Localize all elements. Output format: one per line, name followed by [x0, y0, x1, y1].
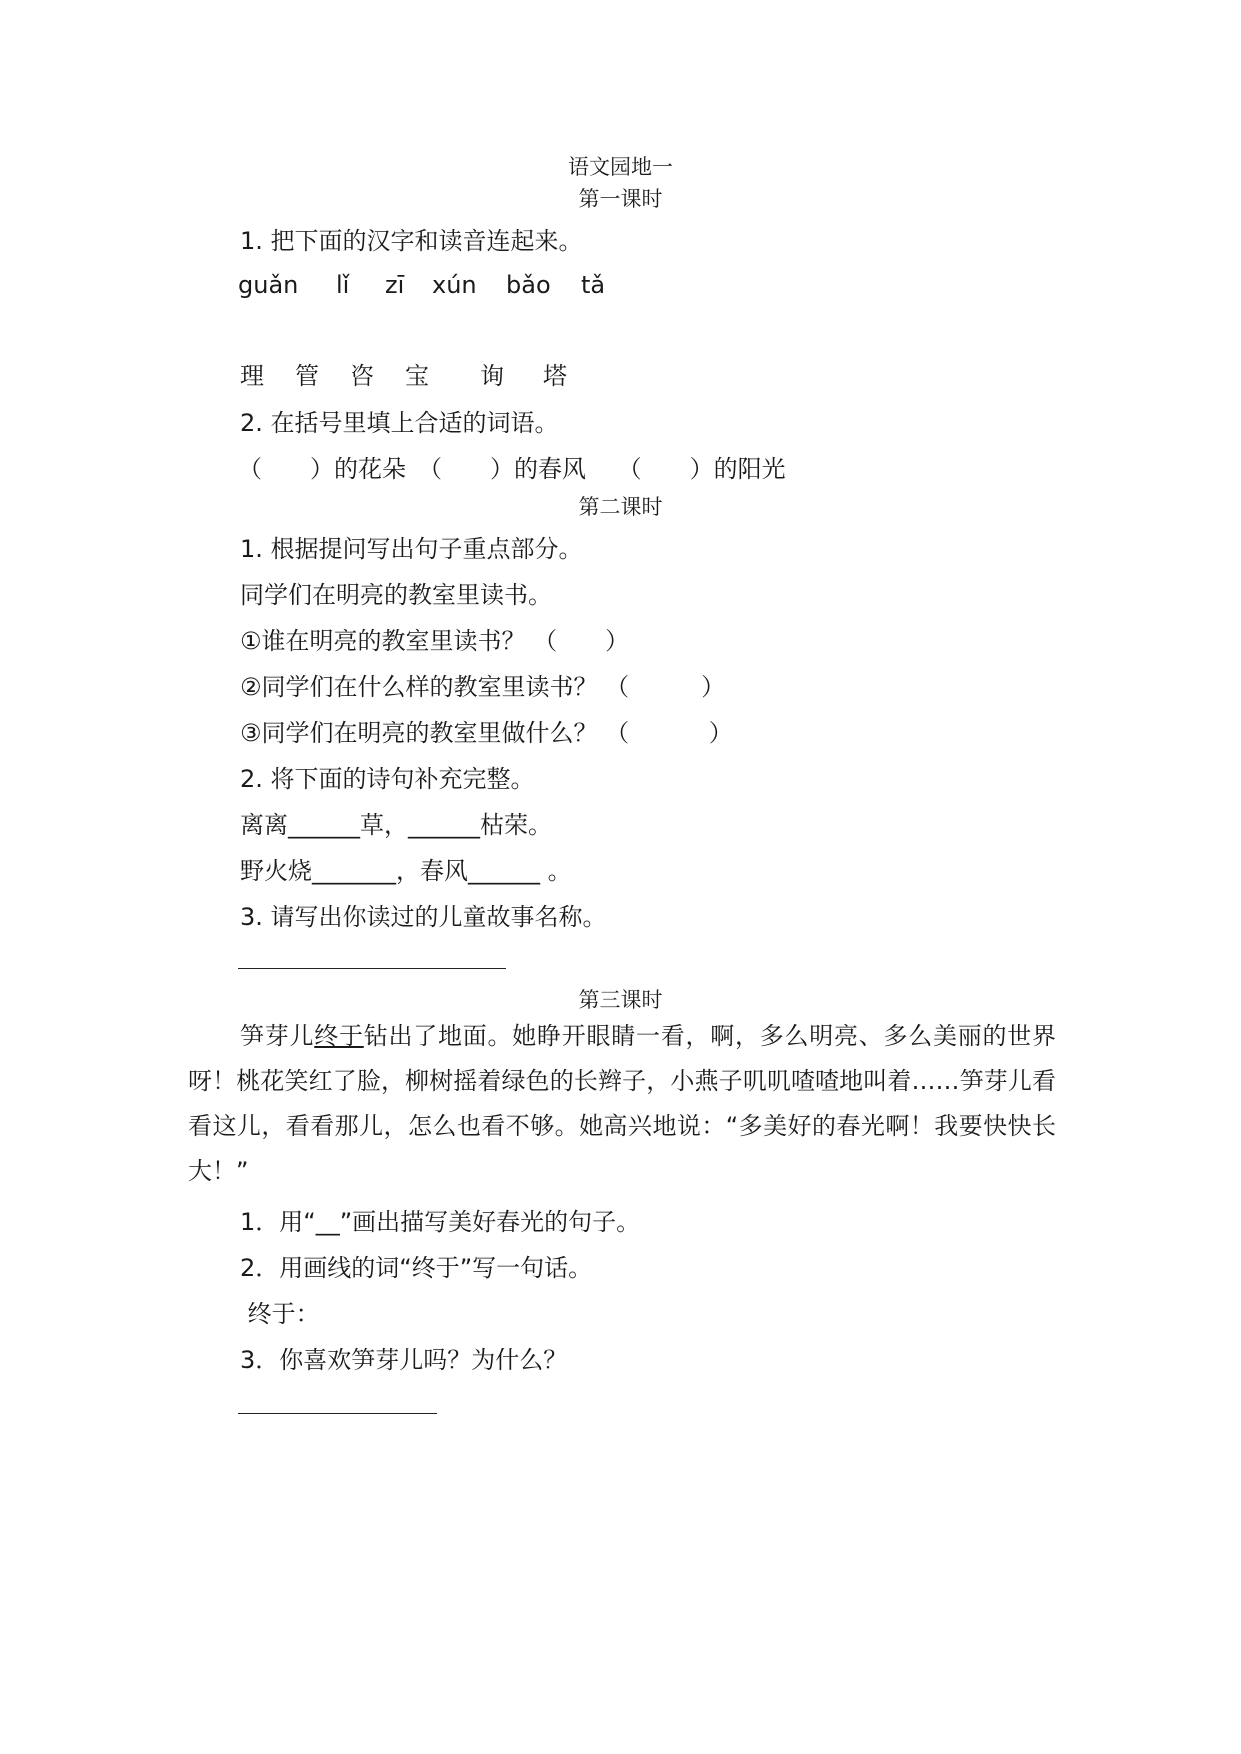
lesson2-sentence: 同学们在明亮的教室里读书。	[240, 581, 552, 609]
poem-line-2: 野火烧_______，春风______ 。	[240, 857, 572, 885]
pinyin-zi: zī	[385, 271, 405, 299]
lesson1-heading: 第一课时	[578, 187, 663, 211]
char-li: 理	[240, 362, 264, 390]
lesson2-question-2: 2. 将下面的诗句补充完整。	[240, 765, 535, 793]
lesson2-question-1: 1. 根据提问写出句子重点部分。	[240, 535, 583, 563]
lesson1-question-2: 2. 在括号里填上合适的词语。	[240, 409, 559, 437]
character-row	[0, 361, 1241, 391]
lesson3-question-2: 2．用画线的词“终于”写一句话。	[240, 1254, 593, 1282]
lesson3-question-3: 3．你喜欢笋芽儿吗？为什么？	[240, 1346, 568, 1374]
underlined-word: 终于	[314, 1022, 364, 1050]
char-bao: 宝	[405, 362, 429, 390]
char-guan: 管	[295, 362, 319, 390]
lesson2-subquestion-3: ③同学们在明亮的教室里做什么？ （ ）	[240, 719, 733, 747]
passage-rest: 钻出了地面。她睁开眼睛一看，啊，多么明亮、多么美丽的世界呀！桃花笑红了脸，柳树摇着绿色的长辫子，小燕子叽叽喳喳地叫着……笋芽儿看看这儿，看看那儿，怎么也看不够。她高兴地说：“多美好的春光啊！我要快快长大！”	[188, 1022, 1056, 1185]
pinyin-guan: guǎn	[238, 271, 299, 299]
char-zi: 咨	[350, 362, 374, 390]
char-ta: 塔	[543, 362, 567, 390]
lesson2-question-3: 3. 请写出你读过的儿童故事名称。	[240, 903, 607, 931]
fill-in-brackets-row: （ ）的花朵 （ ）的春风 （ ）的阳光	[238, 455, 786, 483]
reading-passage	[188, 1014, 1056, 1194]
lesson3-question-1: 1．用“__”画出描写美好春光的句子。	[240, 1208, 641, 1236]
pinyin-bao: bǎo	[506, 271, 551, 299]
lesson2-subquestion-2: ②同学们在什么样的教室里读书？ （ ）	[240, 673, 726, 701]
lesson2-subquestion-1: ①谁在明亮的教室里读书？ （ ）	[240, 627, 630, 655]
lesson3-answer-label: 终于：	[240, 1300, 320, 1328]
page-title: 语文园地一	[568, 155, 673, 179]
pinyin-xun: xún	[432, 271, 477, 299]
passage-start: 笋芽儿	[240, 1022, 315, 1050]
pinyin-ta: tǎ	[581, 271, 606, 299]
char-xun: 询	[480, 362, 504, 390]
lesson3-heading: 第三课时	[578, 988, 663, 1012]
lesson1-question-1: 1. 把下面的汉字和读音连起来。	[240, 227, 583, 255]
pinyin-li: lǐ	[336, 271, 350, 299]
poem-line-1: 离离______草，______枯荣。	[240, 811, 552, 839]
answer-line-story	[238, 968, 506, 969]
lesson2-heading: 第二课时	[578, 495, 663, 519]
answer-line-why	[238, 1413, 437, 1414]
pinyin-row	[0, 270, 1241, 300]
